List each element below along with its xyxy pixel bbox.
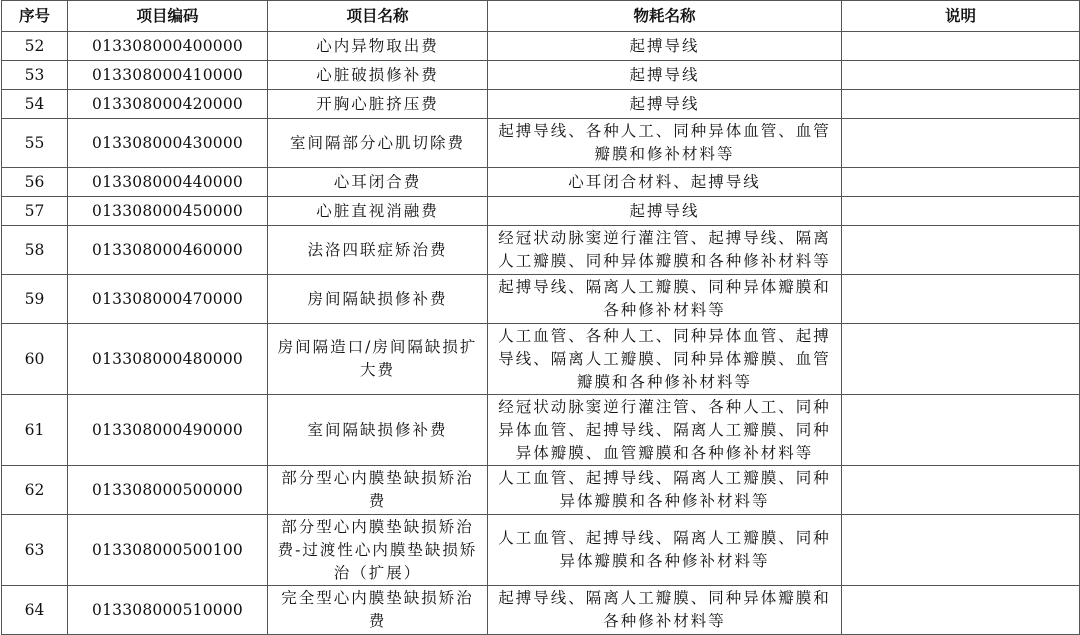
row-code: 013308000490000 [68,395,268,466]
row-note [842,395,1080,466]
table-row [2,32,1080,61]
table-row [2,324,1080,395]
row-code: 013308000460000 [68,226,268,275]
row-index: 59 [2,275,68,324]
row-note [842,168,1080,197]
row-item-name: 房间隔造口/房间隔缺损扩大费 [268,324,488,395]
row-note [842,90,1080,119]
row-note [842,515,1080,586]
table-row [2,168,1080,197]
row-note [842,61,1080,90]
row-item-name: 部分型心内膜垫缺损矫治费 [268,466,488,515]
row-material: 起搏导线、各种人工、同种异体血管、血管瓣膜和修补材料等 [488,119,842,168]
row-index: 54 [2,90,68,119]
row-index: 63 [2,515,68,586]
row-material: 经冠状动脉窦逆行灌注管、各种人工、同种异体血管、起搏导线、隔离人工瓣膜、同种异体瓣膜、血管瓣膜和各种修补材料等 [488,395,842,466]
header-code: 项目编码 [68,1,268,32]
row-index: 58 [2,226,68,275]
row-index: 64 [2,586,68,635]
row-material: 心耳闭合材料、起搏导线 [488,168,842,197]
row-code: 013308000480000 [68,324,268,395]
table-row [2,197,1080,226]
row-code: 013308000440000 [68,168,268,197]
row-item-name: 室间隔缺损修补费 [268,395,488,466]
row-material: 人工血管、起搏导线、隔离人工瓣膜、同种异体瓣膜和各种修补材料等 [488,515,842,586]
row-code: 013308000510000 [68,586,268,635]
row-code: 013308000500100 [68,515,268,586]
row-code: 013308000470000 [68,275,268,324]
row-material: 人工血管、起搏导线、隔离人工瓣膜、同种异体瓣膜和各种修补材料等 [488,466,842,515]
table-row [2,61,1080,90]
header-note: 说明 [842,1,1080,32]
header-item-name: 项目名称 [268,1,488,32]
row-item-name: 开胸心脏挤压费 [268,90,488,119]
row-code: 013308000500000 [68,466,268,515]
table-row [2,466,1080,515]
row-index: 60 [2,324,68,395]
row-note [842,324,1080,395]
table-row [2,515,1080,586]
row-note [842,119,1080,168]
header-material-name: 物耗名称 [488,1,842,32]
header-index: 序号 [2,1,68,32]
row-note [842,466,1080,515]
table-header-row [2,1,1080,32]
table-row [2,90,1080,119]
row-note [842,197,1080,226]
row-index: 62 [2,466,68,515]
row-index: 53 [2,61,68,90]
table-row [2,119,1080,168]
table-row [2,395,1080,466]
row-code: 013308000450000 [68,197,268,226]
row-note [842,226,1080,275]
row-item-name: 心脏破损修补费 [268,61,488,90]
row-code: 013308000430000 [68,119,268,168]
row-material: 起搏导线 [488,197,842,226]
row-code: 013308000400000 [68,32,268,61]
row-material: 人工血管、各种人工、同种异体血管、起搏导线、隔离人工瓣膜、同种异体瓣膜、血管瓣膜和各种修补材料等 [488,324,842,395]
row-material: 起搏导线、隔离人工瓣膜、同种异体瓣膜和各种修补材料等 [488,586,842,635]
row-code: 013308000420000 [68,90,268,119]
row-note [842,275,1080,324]
row-item-name: 部分型心内膜垫缺损矫治费-过渡性心内膜垫缺损矫治（扩展） [268,515,488,586]
row-index: 56 [2,168,68,197]
table-row [2,586,1080,635]
row-note [842,586,1080,635]
row-item-name: 心内异物取出费 [268,32,488,61]
row-material: 经冠状动脉窦逆行灌注管、起搏导线、隔离人工瓣膜、同种异体瓣膜和各种修补材料等 [488,226,842,275]
consumables-table [1,0,1080,635]
row-material: 起搏导线 [488,61,842,90]
row-item-name: 心脏直视消融费 [268,197,488,226]
row-index: 61 [2,395,68,466]
row-code: 013308000410000 [68,61,268,90]
row-item-name: 房间隔缺损修补费 [268,275,488,324]
row-item-name: 完全型心内膜垫缺损矫治费 [268,586,488,635]
row-material: 起搏导线 [488,90,842,119]
row-item-name: 法洛四联症矫治费 [268,226,488,275]
row-item-name: 室间隔部分心肌切除费 [268,119,488,168]
table-row [2,275,1080,324]
row-index: 52 [2,32,68,61]
row-material: 起搏导线 [488,32,842,61]
row-index: 55 [2,119,68,168]
row-note [842,32,1080,61]
row-material: 起搏导线、隔离人工瓣膜、同种异体瓣膜和各种修补材料等 [488,275,842,324]
row-item-name: 心耳闭合费 [268,168,488,197]
row-index: 57 [2,197,68,226]
table-row [2,226,1080,275]
